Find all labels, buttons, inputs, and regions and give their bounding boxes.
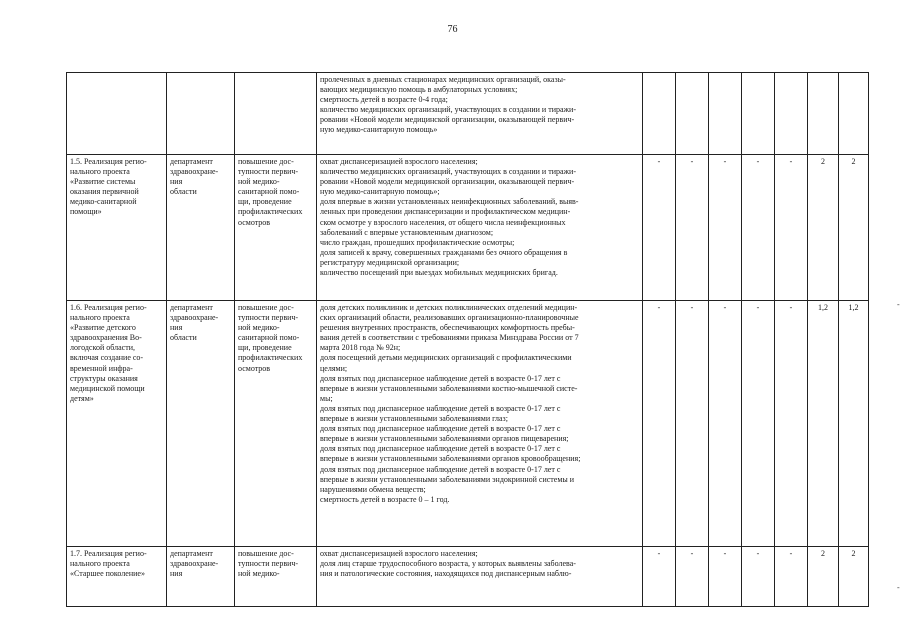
cell-text-line: щи, проведение [238, 343, 292, 353]
value-cell: - [775, 155, 808, 301]
cell-text-line: логодской области, [70, 343, 135, 353]
cell-text-line: нарушениями обмена веществ; [320, 484, 426, 494]
cell-text-line: смертность детей в возрасте 0 – 1 год. [320, 494, 450, 504]
cell-text-line: профилактических [238, 353, 303, 363]
cell-text-line: ленных при проведении диспансеризации и профилактическом медицин- [320, 207, 571, 217]
cell-text-line: повышение дос- [238, 549, 294, 558]
cell-text-line: здравоохранения Во- [70, 333, 142, 343]
cell-text-line: доля взятых под диспансерное наблюдение детей в возрасте 0-17 лет с [320, 444, 561, 454]
cell-text-line: «Развитие детского [70, 323, 136, 333]
cell-text-line: ной медико- [238, 177, 280, 187]
cell-text-line: ной медико- [238, 569, 280, 579]
value-cell: 1,2 [839, 301, 869, 547]
cell-text-line: впервые в жизни установленными заболеваниями органов пищеварения; [320, 434, 569, 444]
cell-text-line: включая создание со- [70, 353, 144, 363]
cell-text-line: доля взятых под диспансерное наблюдение детей в возрасте 0-17 лет с [320, 403, 561, 413]
cell-text-line: тупности первич- [238, 559, 299, 569]
cell-text-line: решения внутренних пространств, обеспечивающих комфортность пребы- [320, 323, 575, 333]
value-cell: 2 [808, 547, 839, 607]
cell-text-line: нального проекта [70, 167, 130, 177]
table-row [67, 73, 869, 155]
cell-text-line: вающих медицинскую помощь в амбулаторных условиях; [320, 85, 518, 95]
expected-result-cell [235, 155, 317, 301]
value-cell: - [709, 155, 742, 301]
value-cell [839, 73, 869, 155]
value-cell: - [676, 301, 709, 547]
cell-text-line: заболеваний с впервые установленным диагнозом; [320, 227, 494, 237]
value-cell: - [676, 155, 709, 301]
cell-text-line: медико-санитарной [70, 197, 137, 207]
indicators-cell [317, 155, 643, 301]
cell-text-line: ной медико- [238, 323, 280, 333]
table-row [67, 155, 869, 301]
cell-text-line: доля взятых под диспансерное наблюдение детей в возрасте 0-17 лет с [320, 373, 561, 383]
cell-text-line: доля взятых под диспансерное наблюдение детей в возрасте 0-17 лет с [320, 424, 561, 434]
cell-text-line: марта 2018 года № 92н; [320, 343, 401, 353]
value-cell: 2 [839, 547, 869, 607]
value-cell [808, 73, 839, 155]
program-table [66, 72, 869, 607]
cell-text-line: пролеченных в дневных стационарах медицинских организаций, оказы- [320, 75, 566, 84]
cell-text-line: ния [170, 569, 183, 579]
cell-text-line: регистратуру медицинской организации; [320, 257, 460, 267]
value-cell: - [643, 547, 676, 607]
cell-text-line: помощи» [70, 207, 102, 217]
cell-text-line: департамент [170, 549, 213, 558]
table-row [67, 547, 869, 607]
executor-cell [167, 301, 235, 547]
cell-text-line: оказания первичной [70, 187, 139, 197]
cell-text-line: 1.6. Реализация регио- [70, 303, 147, 312]
cell-text-line: тупности первич- [238, 313, 299, 323]
executor-cell [167, 73, 235, 155]
cell-text-line: ния и патологические состояния, находящихся под диспансерным наблю- [320, 569, 572, 579]
margin-mark: - [897, 583, 900, 592]
cell-text-line: ском осмотре у взрослого населения, от общего числа неинфекционных [320, 217, 566, 227]
value-cell [742, 73, 775, 155]
cell-text-line: вания детей в соответствии с требованиями приказа Минздрава России от 7 [320, 333, 579, 343]
cell-text-line: санитарной помо- [238, 333, 300, 343]
cell-text-line: 1.7. Реализация регио- [70, 549, 147, 558]
cell-text-line: количество медицинских организаций, участвующих в создании и тиражи- [320, 105, 576, 115]
measure-name-cell [67, 155, 167, 301]
expected-result-cell [235, 301, 317, 547]
value-cell: 2 [839, 155, 869, 301]
cell-text-line: доля записей к врачу, совершенных гражданами без очного обращения в [320, 247, 568, 257]
cell-text-line: смертность детей в возрасте 0-4 года; [320, 95, 448, 105]
cell-text-line: число граждан, прошедших профилактические осмотры; [320, 237, 515, 247]
cell-text-line: департамент [170, 157, 213, 166]
value-cell [775, 73, 808, 155]
cell-text-line: профилактических [238, 207, 303, 217]
indicators-cell [317, 301, 643, 547]
cell-text-line: осмотров [238, 217, 271, 227]
cell-text-line: ную медико-санитарную помощь» [320, 125, 438, 135]
page-number: 76 [447, 24, 458, 35]
cell-text-line: количество посещений при выездах мобильных медицинских бригад. [320, 268, 558, 278]
cell-text-line: доля посещений детьми медицинских организаций с профилактическими [320, 353, 572, 363]
cell-text-line: области [170, 187, 197, 197]
cell-text-line: ния [170, 177, 183, 187]
value-cell: - [643, 301, 676, 547]
cell-text-line: впервые в жизни установленными заболеваниями органов кровообращения; [320, 454, 581, 464]
value-cell: - [775, 301, 808, 547]
cell-text-line: тупности первич- [238, 167, 299, 177]
cell-text-line: ровании «Новой модели медицинской организации, оказывающей первич- [320, 115, 575, 125]
cell-text-line: департамент [170, 303, 213, 312]
value-cell: - [742, 301, 775, 547]
measure-name-cell [67, 301, 167, 547]
cell-text-line: здравоохране- [170, 559, 219, 569]
table-row [67, 301, 869, 547]
cell-text-line: временной инфра- [70, 363, 133, 373]
cell-text-line: нального проекта [70, 559, 130, 569]
cell-text-line: повышение дос- [238, 157, 294, 166]
cell-text-line: нального проекта [70, 313, 130, 323]
expected-result-cell [235, 547, 317, 607]
cell-text-line: мы; [320, 393, 333, 403]
cell-text-line: «Старшее поколение» [70, 569, 145, 579]
value-cell: - [742, 155, 775, 301]
cell-text-line: охват диспансеризацией взрослого населения; [320, 549, 478, 558]
cell-text-line: здравоохране- [170, 313, 219, 323]
cell-text-line: 1.5. Реализация регио- [70, 157, 147, 166]
cell-text-line: детям» [70, 393, 94, 403]
cell-text-line: доля взятых под диспансерное наблюдение детей в возрасте 0-17 лет с [320, 464, 561, 474]
table-body [67, 73, 869, 607]
cell-text-line: «Развитие системы [70, 177, 136, 187]
cell-text-line: санитарной помо- [238, 187, 300, 197]
indicators-cell [317, 73, 643, 155]
cell-text-line: медицинской помощи [70, 383, 145, 393]
cell-text-line: впервые в жизни установленными заболеваниями костно-мышечной систе- [320, 383, 578, 393]
cell-text-line: ровании «Новой модели медицинской организации, оказывающей первич- [320, 177, 575, 187]
value-cell [643, 73, 676, 155]
measure-name-cell [67, 73, 167, 155]
cell-text-line: ских организаций области, реализовавших организационно-планировочные [320, 313, 579, 323]
measure-name-cell [67, 547, 167, 607]
margin-mark: - [897, 300, 900, 309]
cell-text-line: впервые в жизни установленными заболеваниями эндокринной системы и [320, 474, 575, 484]
cell-text-line: доля лиц старше трудоспособного возраста, у которых выявлены заболева- [320, 559, 576, 569]
cell-text-line: ния [170, 323, 183, 333]
cell-text-line: здравоохране- [170, 167, 219, 177]
value-cell: 1,2 [808, 301, 839, 547]
value-cell: 2 [808, 155, 839, 301]
cell-text-line: впервые в жизни установленными заболеваниями глаз; [320, 414, 508, 424]
value-cell [709, 73, 742, 155]
value-cell: - [709, 301, 742, 547]
cell-text-line: ную медико-санитарную помощь»; [320, 187, 440, 197]
cell-text-line: охват диспансеризацией взрослого населения; [320, 157, 478, 166]
executor-cell [167, 547, 235, 607]
cell-text-line: повышение дос- [238, 303, 294, 312]
executor-cell [167, 155, 235, 301]
value-cell: - [709, 547, 742, 607]
cell-text-line: целями; [320, 363, 348, 373]
value-cell: - [775, 547, 808, 607]
value-cell: - [742, 547, 775, 607]
cell-text-line: щи, проведение [238, 197, 292, 207]
value-cell [676, 73, 709, 155]
cell-text-line: области [170, 333, 197, 343]
cell-text-line: доля детских поликлиник и детских поликлинических отделений медицин- [320, 303, 578, 312]
expected-result-cell [235, 73, 317, 155]
cell-text-line: количество медицинских организаций, участвующих в создании и тиражи- [320, 167, 576, 177]
cell-text-line: структуры оказания [70, 373, 138, 383]
indicators-cell [317, 547, 643, 607]
value-cell: - [676, 547, 709, 607]
cell-text-line: доля впервые в жизни установленных неинфекционных заболеваний, выяв- [320, 197, 579, 207]
value-cell: - [643, 155, 676, 301]
cell-text-line: осмотров [238, 363, 271, 373]
